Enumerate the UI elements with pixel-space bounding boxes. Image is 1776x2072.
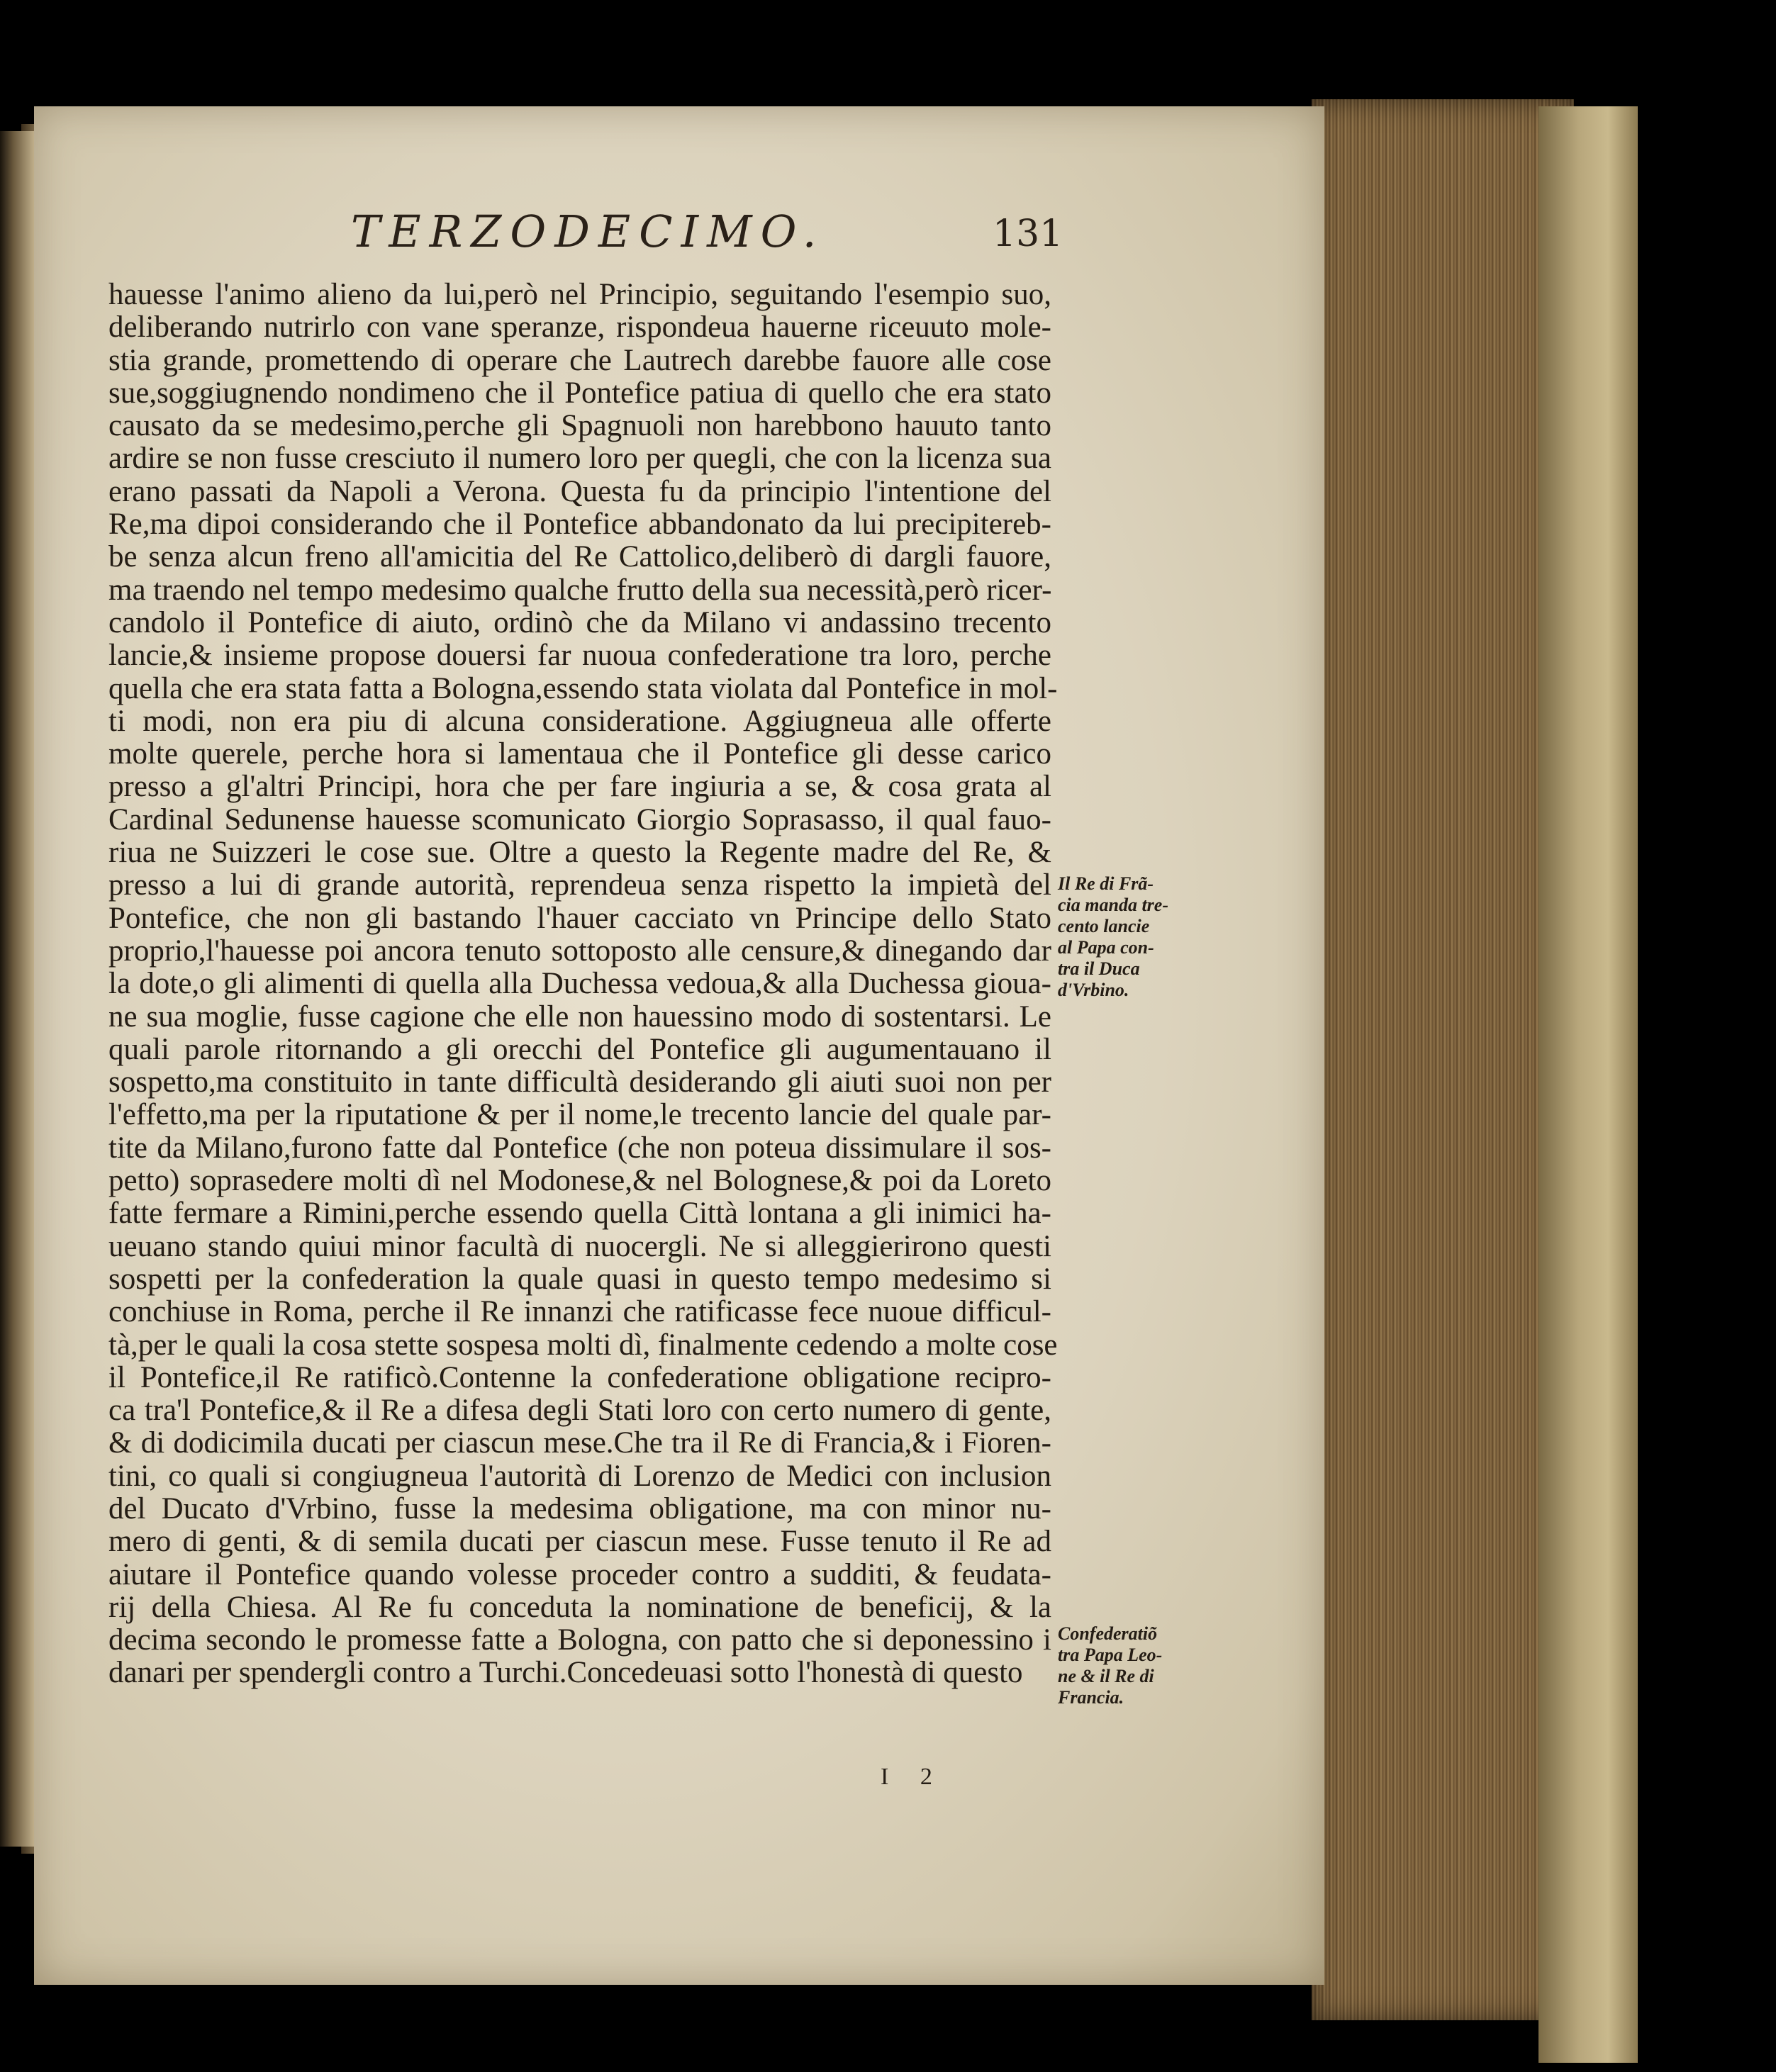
text-line: ne sua moglie, fusse cagione che elle non hauessino modo di sostentarsi. Le (108, 999, 1051, 1034)
text-line: riua ne Suizzeri le cose sue. Oltre a questo la Regente madre del Re, & (108, 836, 1051, 870)
book-fore-edge (1312, 99, 1574, 2020)
text-line: sue,soggiugnendo nondimeno che il Pontefice patiua di quello che era stato (108, 376, 1051, 410)
text-line: ueuano stando quiui minor facultà di nuocergli. Ne si alleggierirono questi (108, 1229, 1051, 1263)
text-line: molte querele, perche hora si lamentaua che il Pontefice gli desse carico (108, 737, 1051, 771)
text-line: tini, co quali si congiugneua l'autorità di Lorenzo de Medici con inclusion (108, 1459, 1051, 1493)
text-line: rij della Chiesa. Al Re fu conceduta la nominatione de beneficij, & la (108, 1590, 1051, 1624)
text-line: decima secondo le promesse fatte a Bologna, con patto che si deponessino i (108, 1623, 1051, 1657)
margin-note-line: al Papa con- (1058, 937, 1154, 958)
text-line: tà,per le quali la cosa stette sospesa molti dì, finalmente cedendo a molte cose (108, 1328, 1058, 1362)
margin-note-line: Confederatiõ (1058, 1623, 1158, 1644)
text-line: presso a gl'altri Principi, hora che per fare ingiuria a se, & cosa grata al (108, 770, 1051, 804)
text-line: hauesse l'animo alieno da lui,però nel Principio, seguitando l'esempio suo, (108, 278, 1051, 311)
margin-note (1058, 1623, 1162, 1708)
page-number: 131 (993, 213, 1063, 255)
text-line: ma traendo nel tempo medesimo qualche frutto della sua necessità,però ricer- (108, 573, 1052, 607)
text-line: il Pontefice,il Re ratificò.Contenne la confederatione obligatione recipro- (108, 1360, 1051, 1394)
text-line: Pontefice, che non gli bastando l'hauer cacciato vn Principe dello Stato (108, 901, 1051, 935)
main-text-block (108, 278, 1058, 1690)
text-line: be senza alcun freno all'amicitia del Re Cattolico,deliberò di dargli fauore, (108, 540, 1051, 574)
text-line: Re,ma dipoi considerando che il Pontefice abbandonato da lui precipitereb- (108, 508, 1051, 542)
text-line: & di dodicimila ducati per ciascun mese.Che tra il Re di Francia,& i Fioren- (108, 1426, 1051, 1460)
text-line: stia grande, promettendo di operare che Lautrech darebbe fauore alle cose (108, 343, 1051, 377)
text-line: tite da Milano,furono fatte dal Pontefice (che non poteua dissimulare il sos- (108, 1131, 1051, 1165)
margin-note-line: Francia. (1058, 1687, 1124, 1708)
text-line: ca tra'l Pontefice,& il Re a difesa degli Stati loro con certo numero di gente, (108, 1394, 1051, 1428)
margin-note-line: Il Re di Frã- (1058, 873, 1154, 894)
text-line: Cardinal Sedunense hauesse scomunicato Giorgio Soprasasso, il qual fauo- (108, 802, 1051, 836)
text-line: deliberando nutrirlo con vane speranze, rispondeua hauerne riceuuto mole- (108, 310, 1051, 345)
running-title: TERZODECIMO. (351, 206, 825, 257)
text-line: ti modi, non era piu di alcuna consideratione. Aggiugneua alle offerte (108, 704, 1051, 738)
signature-mark: I 2 (881, 1764, 945, 1790)
text-line: causato da se medesimo,perche gli Spagnuoli non harebbono hauuto tanto (108, 409, 1051, 443)
text-line: l'effetto,ma per la riputatione & per il nome,le trecento lancie del quale par- (108, 1098, 1051, 1132)
text-line: la dote,o gli alimenti di quella alla Duchessa vedoua,& alla Duchessa gioua- (108, 967, 1051, 1001)
text-line: presso a lui di grande autorità, reprendeua senza rispetto la impietà del (108, 868, 1051, 902)
text-line: lancie,& insieme propose douersi far nuoua confederatione tra loro, perche (108, 639, 1051, 673)
text-line: danari per spendergli contro a Turchi.Concedeuasi sotto l'honestà di questo (108, 1656, 1023, 1690)
margin-note-line: tra il Duca (1058, 958, 1140, 979)
text-line: fatte fermare a Rimini,perche essendo quella Città lontana a gli inimici ha- (108, 1197, 1051, 1231)
margin-note-line: ne & il Re di (1058, 1666, 1154, 1686)
text-line: mero di genti, & di semila ducati per ciascun mese. Fusse tenuto il Re ad (108, 1525, 1051, 1559)
text-line: del Ducato d'Vrbino, fusse la medesima obligatione, ma con minor nu- (108, 1491, 1051, 1525)
text-line: proprio,l'hauesse poi ancora tenuto sottoposto alle censure,& dinegando dar (108, 934, 1051, 968)
text-line: quella che era stata fatta a Bologna,essendo stata violata dal Pontefice in mol- (108, 671, 1058, 705)
margin-note-line: d'Vrbino. (1058, 980, 1129, 1000)
text-line: quali parole ritornando a gli orecchi del Pontefice gli augumentauano il (108, 1032, 1051, 1066)
margin-note-line: cia manda tre- (1058, 895, 1168, 915)
text-line: petto) soprasedere molti dì nel Modonese,& nel Bolognese,& poi da Loreto (108, 1164, 1051, 1198)
text-line: candolo il Pontefice di aiuto, ordinò che da Milano vi andassino trecento (108, 605, 1051, 639)
vellum-cover (1538, 106, 1638, 2063)
text-line: erano passati da Napoli a Verona. Questa fu da principio l'intentione del (108, 474, 1051, 508)
text-line: sospetto,ma constituito in tante difficultà desiderando gli aiuti suoi non per (108, 1065, 1051, 1099)
margin-note-line: tra Papa Leo- (1058, 1645, 1163, 1665)
margin-note-line: cento lancie (1058, 916, 1150, 936)
text-line: ardire se non fusse cresciuto il numero loro per quegli, che con la licenza sua (108, 442, 1051, 476)
margin-note (1058, 873, 1168, 1001)
text-line: conchiuse in Roma, perche il Re innanzi che ratificasse fece nuoue difficul- (108, 1295, 1051, 1329)
text-line: sospetti per la confederation la quale quasi in questo tempo medesimo si (108, 1262, 1051, 1296)
text-line: aiutare il Pontefice quando volesse proceder contro a sudditi, & feudata- (108, 1557, 1051, 1591)
facing-page-edge (0, 131, 34, 1847)
